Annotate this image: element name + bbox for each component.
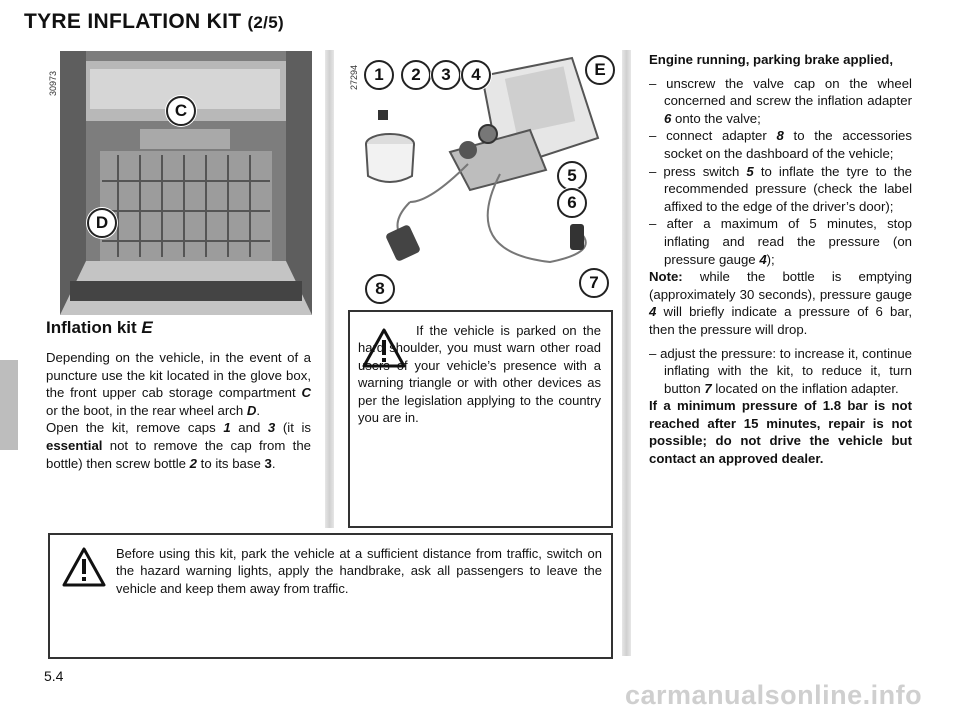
section-heading: Inflation kit E: [46, 318, 153, 337]
step-read-pressure: – after a maximum of 5 minutes, stop inflating and read the pressure (on pressure gauge 4);: [649, 216, 912, 267]
cargo-area-photo: [60, 51, 312, 315]
instructions-column: [649, 51, 912, 468]
step-inflate: – press switch 5 to inflate the tyre to the recommended pressure (check the label affixed to the edge of the driver’s door);: [649, 163, 912, 214]
title-suffix: (2/5): [247, 13, 284, 32]
step-valve: – unscrew the valve cap on the wheel concerned and screw the inflation adapter 6 onto the valve;: [649, 75, 912, 126]
inflation-kit-text: Depending on the vehicle, in the event of a puncture use the kit located in the glove box, the front upper cab storage compartment C or the boot, in the rear wheel arch D. Open the kit, remove caps 1 and 3 (it is essential not to remove the cap from the bottle) then screw bottle 2 to its base 3.: [46, 350, 311, 471]
column-divider: [622, 50, 631, 656]
callout-3: 3: [431, 60, 461, 90]
callout-8: 8: [365, 274, 395, 304]
step-adjust: – adjust the pressure: to increase it, continue inflating with the kit, to reduce it, turn button 7 located on the inflation adapter.: [649, 345, 912, 396]
step-connect: – connect adapter 8 to the accessories socket on the dashboard of the vehicle;: [649, 128, 912, 161]
callout-2: 2: [401, 60, 431, 90]
warning-text-traffic: Before using this kit, park the vehicle at a sufficient distance from traffic, switch on the hazard warning lights, apply the handbrake, ask all passengers to leave the vehicle and keep them away from traffic.: [116, 546, 602, 596]
instructions-intro: Engine running, parking brake applied,: [649, 52, 894, 67]
callout-d: D: [87, 208, 117, 238]
chapter-tab: [0, 360, 18, 450]
callout-e: E: [585, 55, 615, 85]
page-number: 5.4: [44, 668, 64, 684]
final-warning: If a minimum pressure of 1.8 bar is not reached after 15 minutes, repair is not possible; do not drive the vehicle but contact an approved dealer.: [649, 398, 912, 467]
callout-6: 6: [557, 188, 587, 218]
page-title: TYRE INFLATION KIT (2/5): [24, 10, 284, 33]
warning-text-shoulder: If the vehicle is parked on the hard shoulder, you must warn other road users of your vehicle’s presence with a warning triangle or with other devices as per the legislation applying to the country you are in.: [358, 323, 601, 426]
callout-c: C: [166, 96, 196, 126]
warning-box-traffic: [48, 533, 613, 659]
callout-7: 7: [579, 268, 609, 298]
warning-box-shoulder: [348, 310, 613, 528]
warning-triangle-icon: [62, 547, 106, 587]
photo-reference: 30973: [48, 70, 58, 96]
note: Note: while the bottle is emptying (approximately 30 seconds), pressure gauge 4 will briefly indicate a pressure of 6 bar, then the pressure will drop.: [649, 269, 912, 337]
photo-reference: 27294: [349, 64, 359, 90]
callout-1: 1: [364, 60, 394, 90]
callout-4: 4: [461, 60, 491, 90]
callout-5: 5: [557, 161, 587, 191]
watermark: carmanualsonline.info: [625, 680, 923, 710]
column-divider: [325, 50, 334, 528]
cargo-area-illustration: [60, 51, 312, 315]
